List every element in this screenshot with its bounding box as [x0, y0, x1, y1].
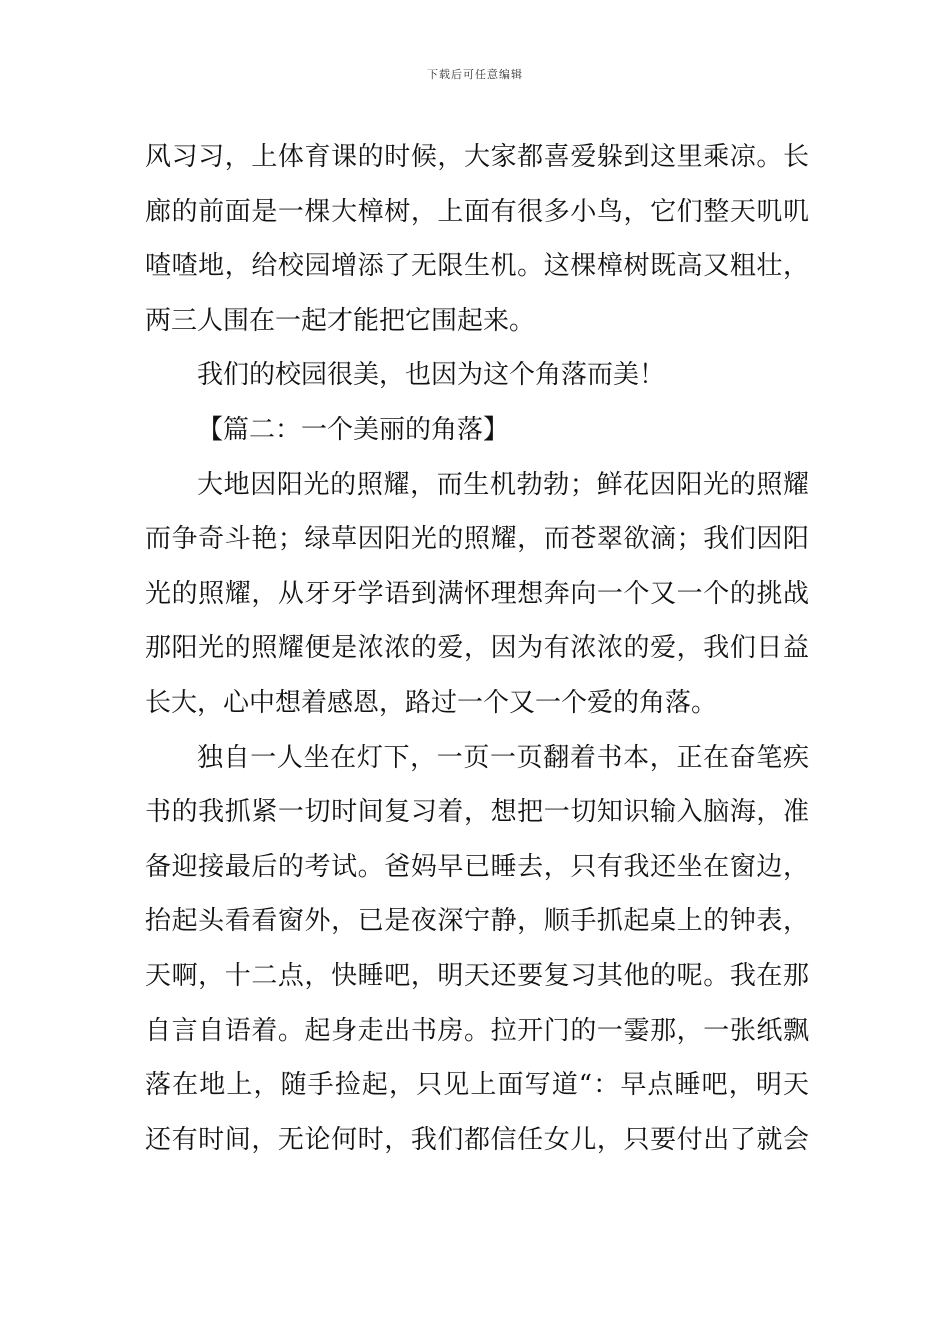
- document-body: [145, 130, 809, 1167]
- text-line: 备迎接最后的考试。爸妈早已睡去，只有我还坐在窗边，: [145, 851, 809, 882]
- text-line: 而争奇斗艳；绿草因阳光的照耀，而苍翠欲滴；我们因阳: [145, 524, 809, 555]
- text-line: 长大，心中想着感恩，路过一个又一个爱的角落。: [145, 687, 718, 718]
- text-line: 两三人围在一起才能把它围起来。: [145, 305, 536, 336]
- text-line: 廊的前面是一棵大樟树，上面有很多小鸟，它们整天叽叽: [145, 196, 809, 227]
- header-note: 下载后可任意编辑: [427, 68, 523, 81]
- text-line: 喳喳地，给校园增添了无限生机。这棵樟树既高又粗壮，: [145, 251, 809, 282]
- text-line: 风习习，上体育课的时候，大家都喜爱躲到这里乘凉。长: [145, 142, 809, 172]
- text-line: 还有时间，无论何时，我们都信任女儿，只要付出了就会: [145, 1124, 809, 1155]
- text-line: 天啊，十二点，快睡吧，明天还要复习其他的呢。我在那: [145, 960, 809, 991]
- text-line: 光的照耀，从牙牙学语到满怀理想奔向一个又一个的挑战: [145, 578, 809, 609]
- text-line: 我们的校园很美，也因为这个角落而美！: [197, 360, 666, 391]
- text-line: 抬起头看看窗外，已是夜深宁静，顺手抓起桌上的钟表，: [145, 906, 809, 937]
- text-line: 自言自语着。起身走出书房。拉开门的一霎那，一张纸飘: [145, 1015, 809, 1046]
- text-line: 书的我抓紧一切时间复习着，想把一切知识输入脑海，准: [145, 797, 809, 828]
- section-heading: 【篇二：一个美丽的角落】: [197, 414, 510, 445]
- text-line: 独自一人坐在灯下，一页一页翻着书本，正在奋笔疾: [197, 742, 809, 773]
- text-line: 那阳光的照耀便是浓浓的爱，因为有浓浓的爱，我们日益: [145, 633, 809, 664]
- text-line: 落在地上，随手捡起，只见上面写道“：早点睡吧，明天: [145, 1070, 809, 1101]
- text-line: 大地因阳光的照耀，而生机勃勃；鲜花因阳光的照耀: [197, 469, 809, 500]
